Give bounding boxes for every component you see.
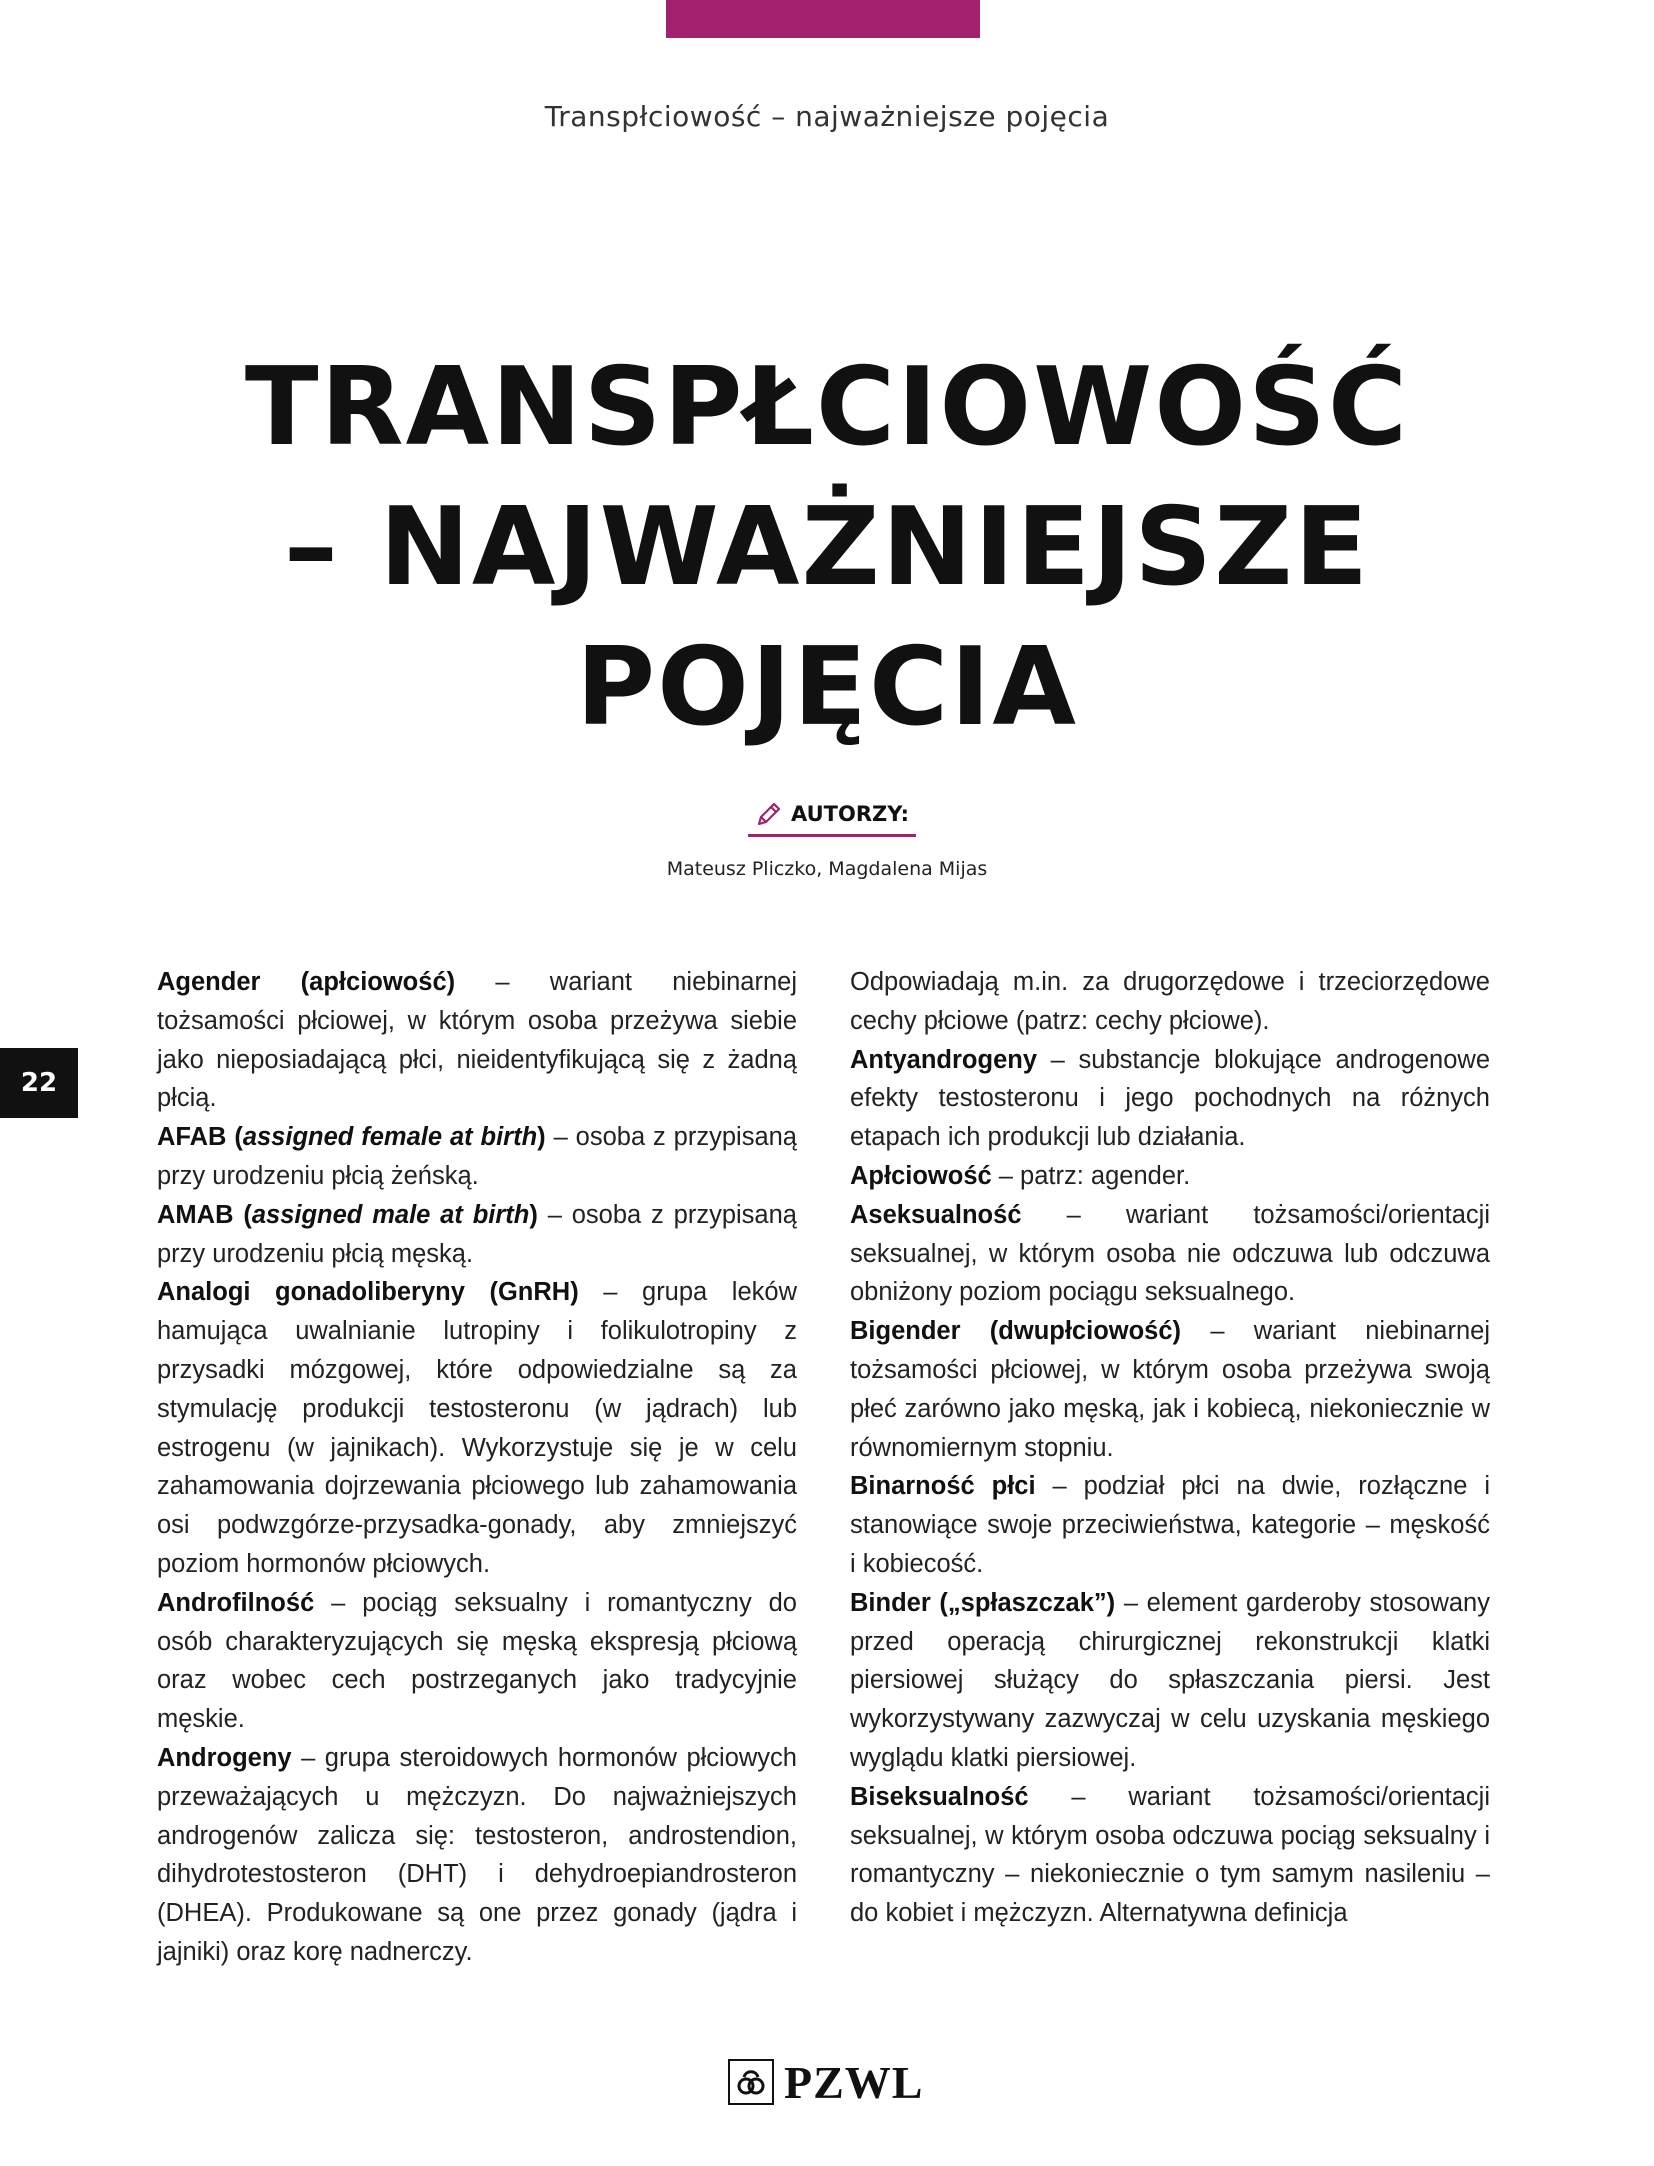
entry-term: Apłciowość [850,1161,992,1190]
entry-definition: – podział płci na dwie, rozłączne i stanowiące swoje przeciwieństwa, kategorie – męskość i kobiecość. [850,1472,1490,1578]
entry-term-italic: assigned female at birth [242,1123,538,1152]
authors-label: AUTORZY: [790,802,909,826]
entry-term: Androfilność [157,1588,315,1617]
entry-term [157,1123,546,1151]
publisher-logo-icon [728,2059,774,2105]
glossary-column-right [850,963,1490,1933]
entry-term: Biseksualność [850,1782,1029,1811]
entry-definition: – osoba z przypisaną przy urodzeniu płcią żeńską. [157,1123,797,1190]
entry-term-part: ) [529,1200,538,1229]
glossary-entry [157,1739,797,1972]
entry-term-italic: assigned male at birth [251,1200,530,1229]
entry-definition: – osoba z przypisaną przy urodzeniu płcią męską. [157,1200,797,1268]
glossary-entry [157,963,797,1118]
entry-term: Antyandrogeny [850,1045,1038,1074]
entry-definition: – wariant niebinarnej tożsamości płciowej, w którym osoba przeżywa siebie jako nieposiadającą płci, nieidentyfikującą się z żadną płcią. [157,968,797,1113]
entry-term: Androgeny [157,1743,292,1772]
authors-names: Mateusz Pliczko, Magdalena Mijas [666,858,988,880]
entry-definition: – pociąg seksualny i romantyczny do osób charakteryzujących się męską ekspresją płciową oraz wobec cech postrzeganych jako tradycyjnie męskie. [157,1588,797,1734]
glossary-entry [850,1467,1490,1583]
glossary-entry [850,1041,1490,1157]
title-line-2: – NAJWAŻNIEJSZE [283,485,1371,610]
entry-definition: – wariant tożsamości/orientacji seksualnej, w którym osoba odczuwa pociąg seksualny i romantyczny – niekoniecznie o tym samym nasileniu – do kobiet i mężczyzn. Alternatywna definicja [850,1782,1490,1928]
authors-underline [748,834,916,837]
glossary-entry [850,1157,1490,1196]
entry-definition: Odpowiadają m.in. za drugorzędowe i trzeciorzędowe cechy płciowe (patrz: cechy płciowe). [850,968,1490,1035]
glossary-entry [157,1196,797,1274]
entry-term: Bigender (dwupłciowość) [850,1317,1182,1346]
entry-term-part: ) [537,1123,546,1152]
glossary-entry [157,1584,797,1739]
entry-term: Binder („spłaszczak”) [850,1588,1116,1617]
glossary-entry [850,1196,1490,1312]
entry-definition: – wariant tożsamości/orientacji seksualnej, w którym osoba nie odczuwa lub odczuwa obniżony poziom pociągu seksualnego. [850,1200,1490,1307]
page-number-badge [0,1048,78,1118]
entry-definition: – element garderoby stosowany przed operacją chirurgicznej rekonstrukcji klatki piersiowej służący do spłaszczania piersi. Jest wykorzystywany zazwyczaj w celu uzyskania męskiego wyglądu klatki piersiowej. [850,1588,1490,1772]
entry-term: Binarność płci [850,1472,1036,1501]
pencil-icon [755,800,783,828]
page-number: 22 [20,1068,58,1098]
entry-term: Agender (apłciowość) [157,968,456,996]
glossary-entry [850,1778,1490,1933]
publisher-name: PZWL [784,2056,924,2108]
entry-definition: – patrz: agender. [991,1161,1191,1190]
glossary-entry [157,1118,797,1196]
entry-term [157,1201,538,1229]
entry-term: Aseksualność [850,1200,1022,1229]
publisher-logo [728,2056,923,2108]
title-line-1: TRANSPŁCIOWOŚĆ [244,345,1410,470]
entry-definition: – substancje blokujące androgenowe efekty testosteronu i jego pochodnych na różnych etapach ich produkcji lub działania. [850,1045,1490,1152]
glossary-entry [850,1584,1490,1778]
glossary-column-left [157,963,797,1972]
entry-term: Analogi gonadoliberyny (GnRH) [157,1278,579,1307]
running-head: Transpłciowość – najważniejsze pojęcia [544,100,1110,133]
title-line-3: POJĘCIA [576,625,1078,750]
authors-heading [748,794,916,834]
entry-term-part: AMAB ( [157,1200,252,1229]
entry-definition: – grupa steroidowych hormonów płciowych przeważających u mężczyzn. Do najważniejszych androgenów zalicza się: testosteron, androstendion, dihydrotestosteron (DHT) i dehydroepiandrosteron (DHEA). Produkowane są one przez gonady (jądra i jajniki) oraz korę nadnerczy. [157,1743,797,1966]
glossary-entry-continued [850,963,1490,1041]
entry-definition: – grupa leków hamująca uwalnianie lutropiny i folikulotropiny z przysadki mózgowej, które odpowiedzialne są za stymulację produkcji testosteronu (w jądrach) lub estrogenu (w jajnikach). Wykorzystuje się je w celu zahamowania dojrzewania płciowego lub zahamowania osi podwzgórze-przysadka-gonady, aby zmniejszyć poziom hormonów płciowych. [157,1278,797,1578]
glossary-entry [850,1312,1490,1467]
glossary-entry [157,1273,797,1583]
chapter-title [0,338,1654,758]
accent-top-bar [666,0,980,38]
entry-definition: – wariant niebinarnej tożsamości płciowej, w którym osoba przeżywa swoją płeć zarówno jako męską, jak i kobiecą, niekoniecznie w równomiernym stopniu. [850,1317,1490,1462]
entry-term-part: AFAB ( [157,1123,243,1152]
